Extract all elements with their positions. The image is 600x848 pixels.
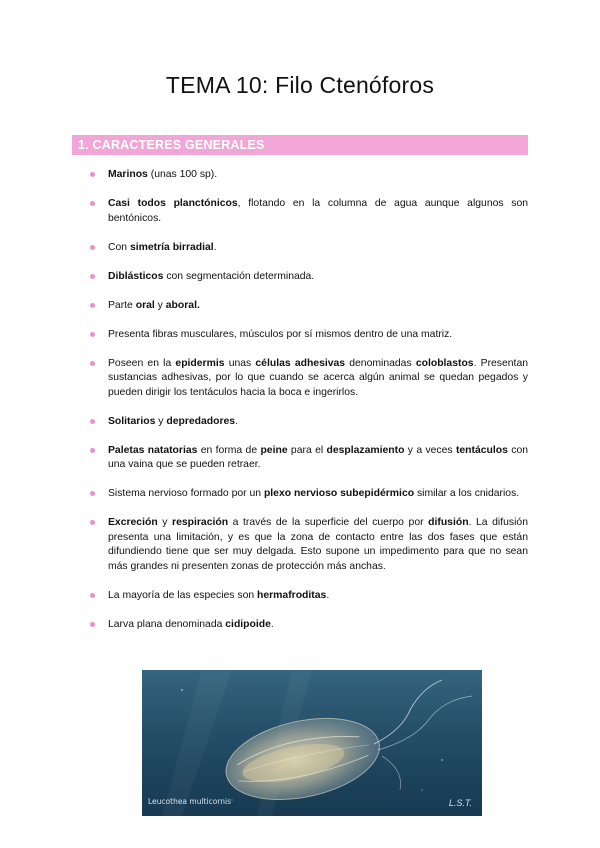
bullet-item xyxy=(88,357,528,401)
bullet-dot-icon xyxy=(90,274,95,279)
bullet-bold-text: Paletas natatorias xyxy=(108,444,198,456)
bullet-item xyxy=(88,197,528,226)
bullet-bold-text: depredadores xyxy=(166,415,236,427)
bullet-text: Parte xyxy=(108,299,136,311)
bullet-bold-text: difusión xyxy=(428,517,469,528)
bullet-dot-icon xyxy=(90,491,95,496)
bullet-dot-icon xyxy=(90,332,95,337)
ctenophore-photo xyxy=(142,670,482,816)
bullet-dot-icon xyxy=(90,448,95,453)
bullet-bold-text: Solitarios xyxy=(108,415,156,427)
bullet-item xyxy=(88,168,528,183)
bullet-dot-icon xyxy=(90,520,95,525)
bullet-bold-text: células adhesivas xyxy=(255,357,346,369)
bullet-text: Sistema nervioso formado por un xyxy=(108,488,264,499)
bullet-bold-text: hermafroditas xyxy=(257,589,327,601)
bullet-bold-text: respiración xyxy=(172,517,229,528)
bullet-text: . xyxy=(235,415,238,427)
bullet-bold-text: plexo nervioso subepidérmico xyxy=(263,488,415,499)
bullet-bold-text: coloblastos xyxy=(415,357,474,369)
bullet-text: . La difusión presenta una limitación, y es que la zona de contacto entre las dos fases que están difundiendo tiene que ser muy delgada. Esto supone un impedimento para que no sean más grandes ni presenten zonas de protección más anchas. xyxy=(108,517,528,572)
bullet-text: con segmentación determinada. xyxy=(163,270,315,282)
bullet-item xyxy=(88,444,528,473)
bullet-text: y xyxy=(157,517,173,528)
bullet-text: Con xyxy=(108,241,130,253)
bullet-item xyxy=(88,415,528,430)
bullet-item xyxy=(88,589,528,604)
bullet-bold-text: cidipoide xyxy=(225,618,271,630)
bullet-dot-icon xyxy=(90,303,95,308)
page-title: TEMA 10: Filo Ctenóforos xyxy=(165,72,435,98)
bullet-text: , flotando en la columna de agua aunque algunos son bentónicos. xyxy=(108,198,529,224)
bullet-item xyxy=(88,516,528,574)
bullet-dot-icon xyxy=(90,172,95,177)
bullet-text: denominadas xyxy=(345,357,416,369)
photo-credit: L.S.T. xyxy=(448,798,472,808)
bullet-text: Larva plana denominada xyxy=(108,618,226,630)
bullet-item xyxy=(88,299,528,314)
bullet-bold-text: aboral. xyxy=(165,299,200,311)
bullet-text: . xyxy=(213,241,217,253)
bullet-dot-icon xyxy=(90,593,95,598)
bullet-bold-text: Excreción xyxy=(108,517,158,528)
bullet-bold-text: peine xyxy=(260,444,288,456)
bullet-item xyxy=(88,487,528,502)
bullet-list xyxy=(88,168,528,647)
bullet-text: Presenta fibras musculares, músculos por sí mismos dentro de una matriz. xyxy=(108,328,453,340)
bullet-item xyxy=(88,241,528,256)
bullet-item xyxy=(88,618,528,633)
bullet-text: para el xyxy=(287,444,327,456)
photo-caption: Leucothea multicornis xyxy=(148,797,231,806)
bullet-text: Poseen en la xyxy=(108,357,176,369)
bullet-bold-text: Casi todos planctónicos xyxy=(108,198,238,209)
bullet-bold-text: oral xyxy=(135,299,155,311)
bullet-bold-text: Marinos xyxy=(108,169,148,180)
bullet-text: y xyxy=(155,415,167,427)
bullet-item xyxy=(88,270,528,285)
bullet-text: (unas 100 sp). xyxy=(147,169,218,180)
bullet-text: unas xyxy=(224,357,256,369)
bullet-item xyxy=(88,328,528,343)
bullet-text: con una vaina que se pueden retraer. xyxy=(108,444,528,470)
bullet-dot-icon xyxy=(90,201,95,206)
section-header: 1. CARACTERES GENERALES xyxy=(72,135,528,155)
bullet-dot-icon xyxy=(90,419,95,424)
bullet-dot-icon xyxy=(90,245,95,250)
bullet-dot-icon xyxy=(90,622,95,627)
bullet-bold-text: desplazamiento xyxy=(326,444,405,456)
bullet-dot-icon xyxy=(90,361,95,366)
bullet-bold-text: tentáculos xyxy=(455,444,508,456)
bullet-text: a través de la superficie del cuerpo por xyxy=(228,517,429,528)
ctenophore-illustration xyxy=(142,670,482,816)
bullet-text: similar a los cnidarios. xyxy=(414,488,520,499)
bullet-text: en forma de xyxy=(197,444,261,456)
bullet-bold-text: simetría birradial xyxy=(129,241,214,253)
bullet-text: La mayoría de las especies son xyxy=(108,589,258,601)
bullet-bold-text: epidermis xyxy=(175,357,225,369)
bullet-text: y a veces xyxy=(404,444,456,456)
bullet-text: . xyxy=(326,589,330,601)
bullet-text: . Presentan sustancias adhesivas, por lo que cuando se acerca algún animal se quedan pegados y pueden dirigir los tentáculos hacia la boca e ingerirlos. xyxy=(108,357,529,398)
bullet-text: y xyxy=(154,299,166,311)
bullet-bold-text: Diblásticos xyxy=(108,270,164,282)
bullet-text: . xyxy=(270,618,274,630)
